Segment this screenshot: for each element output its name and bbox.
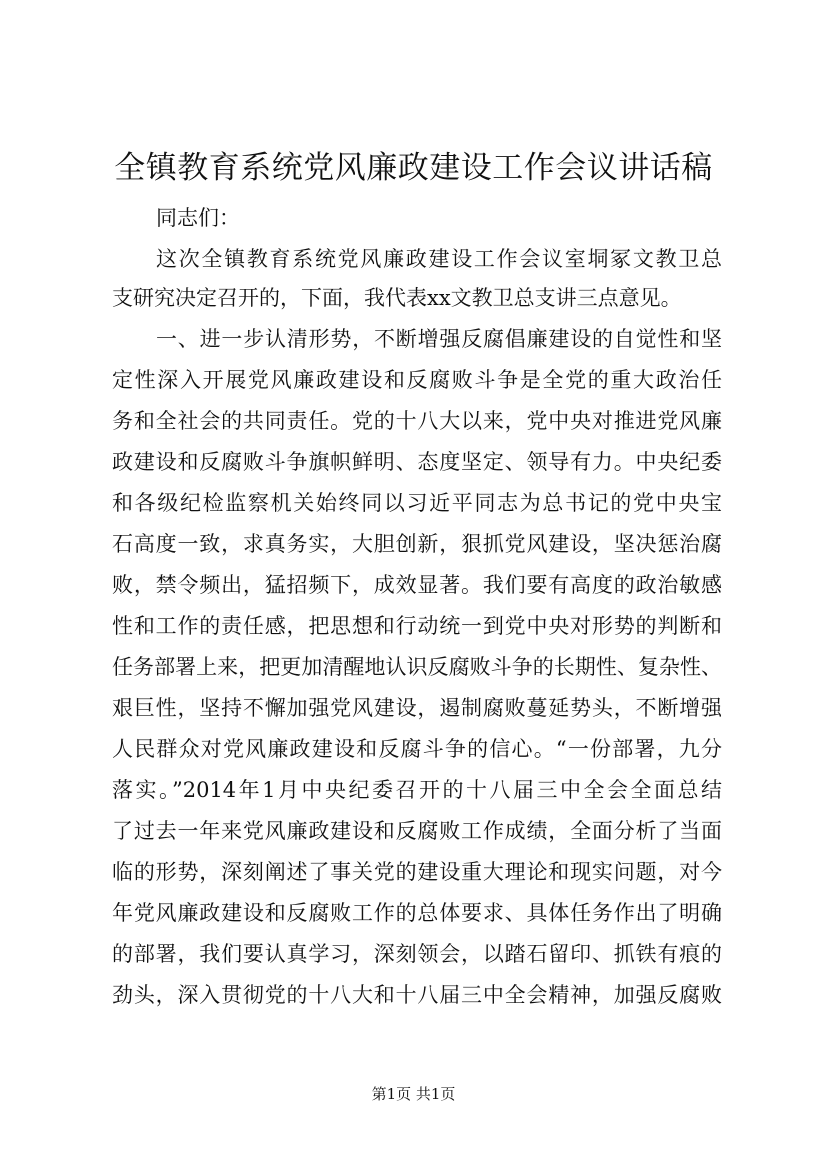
text-line: 和各级纪检监察机关始终同以习近平同志为总书记的党中央宝 <box>112 491 722 515</box>
text-line: 了过去一年来党风廉政建设和反腐败工作成绩，全面分析了当面 <box>112 819 722 843</box>
text-line: 艰巨性，坚持不懈加强党风建设，遏制腐败蔓延势头，不断增强 <box>112 696 722 720</box>
text-line: 劲头，深入贯彻党的十八大和十八届三中全会精神，加强反腐败 <box>112 983 722 1007</box>
text-line: 定性深入开展党风廉政建设和反腐败斗争是全党的重大政治任 <box>112 368 722 392</box>
text-line: 的部署，我们要认真学习，深刻领会，以踏石留印、抓铁有痕的 <box>112 942 722 966</box>
text-line: 一、进一步认清形势，不断增强反腐倡廉建设的自觉性和坚 <box>156 327 722 351</box>
text-line: 同志们： <box>156 206 240 230</box>
text-line: 支研究决定召开的，下面，我代表xx文教卫总支讲三点意见。 <box>112 286 682 310</box>
page-number: 第1页 共1页 <box>371 1085 456 1103</box>
text-line: 败，禁令频出，猛招频下，成效显著。我们要有高度的政治敏感 <box>112 573 722 597</box>
text-line: 临的形势，深刻阐述了事关党的建设重大理论和现实问题，对今 <box>112 860 722 884</box>
text-line: 性和工作的责任感，把思想和行动统一到党中央对形势的判断和 <box>112 614 722 638</box>
text-line: 落实。”2014年1月中央纪委召开的十八届三中全会全面总结 <box>112 778 722 802</box>
text-line: 人民群众对党风廉政建设和反腐斗争的信心。“一份部署，九分 <box>112 737 722 761</box>
text-line: 年党风廉政建设和反腐败工作的总体要求、具体任务作出了明确 <box>112 901 722 925</box>
text-line: 这次全镇教育系统党风廉政建设工作会议室垌冢文教卫总 <box>156 247 722 271</box>
text-line: 政建设和反腐败斗争旗帜鲜明、态度坚定、领导有力。中央纪委 <box>112 450 722 474</box>
text-line: 石高度一致，求真务实，大胆创新，狠抓党风建设，坚决惩治腐 <box>112 532 722 556</box>
text-line: 务和全社会的共同责任。党的十八大以来，党中央对推进党风廉 <box>112 409 722 433</box>
document-title: 全镇教育系统党风廉政建设工作会议讲话稿 <box>114 150 713 186</box>
text-line: 任务部署上来，把更加清醒地认识反腐败斗争的长期性、复杂性、 <box>112 655 722 679</box>
